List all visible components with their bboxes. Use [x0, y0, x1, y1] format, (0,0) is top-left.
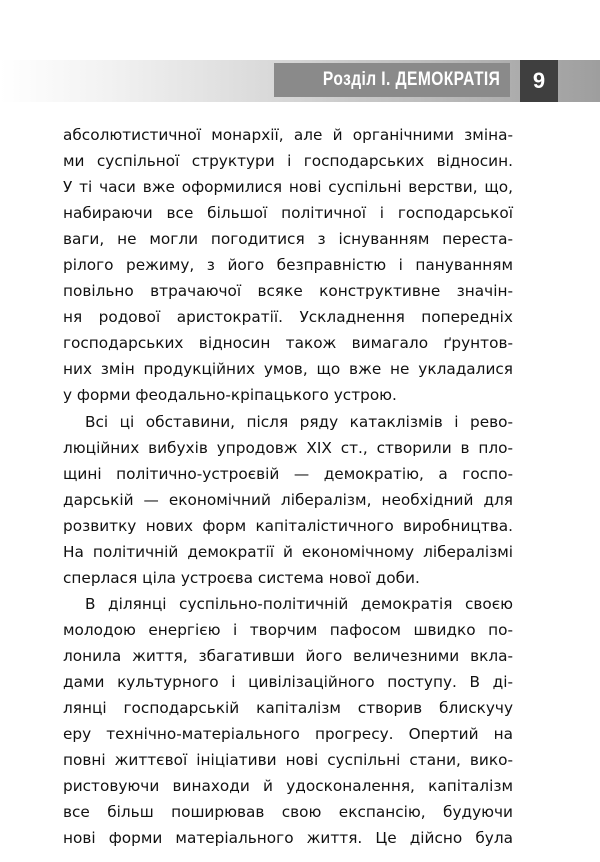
text-line: сперлася ціла устроєва система нової доби.: [63, 568, 420, 587]
text-line: На політичній демократії й економічному лібералізмі: [63, 542, 513, 561]
text-line: Всі ці обставини, після ряду катаклізмів і рево-: [85, 412, 513, 431]
text-line: У ті часи вже оформилися нові суспільні верстви, що,: [63, 178, 513, 197]
chapter-title: Розділ І. ДЕМОКРАТІЯ: [322, 69, 500, 90]
text-line: лонила життя, збагативши його величезними вкла-: [63, 646, 513, 665]
text-line: ми суспільної структури і господарських відносин.: [63, 152, 513, 171]
text-line: абсолютистичної монархії, але й органічними зміна-: [63, 126, 513, 144]
chapter-heading: [274, 63, 510, 97]
text-line: у форми феодально-кріпацького устрою.: [63, 386, 397, 405]
text-line: молодою енергією і творчим пафосом швидко по-: [63, 620, 513, 639]
text-line: лянці господарській капіталізм створив блискучу: [63, 699, 513, 718]
text-line: ваги, не могли погодитися з існуванням переста-: [63, 230, 513, 249]
text-line: розвитку нових форм капіталістичного виробництва.: [63, 516, 513, 535]
body-text: [63, 122, 513, 851]
text-line: ристовуючи винаходи й удосконалення, капіталізм: [63, 777, 513, 796]
text-line: набираючи все більшої політичної і господарської: [63, 204, 513, 223]
text-line: дарській — економічний лібералізм, необхідний для: [63, 490, 513, 509]
text-line: В ділянці суспільно-політичній демократія своєю: [85, 594, 513, 613]
text-line: люційних вибухів упродовж XIX ст., створили в пло-: [63, 438, 513, 457]
text-line: господарських відносин також вимагало ґрунтов-: [63, 334, 513, 353]
page-number: 9: [532, 68, 546, 93]
text-line: повільно втрачаючої всяке конструктивне значін-: [63, 282, 513, 301]
text-line: рілого режиму, з його безправністю і пануванням: [63, 256, 513, 275]
text-line: ня родової аристократії. Ускладнення попередніх: [63, 308, 513, 327]
text-line: них змін продукційних умов, що вже не укладалися: [63, 360, 513, 379]
text-line: все більш поширював свою експансію, будуючи: [63, 803, 513, 822]
text-line: щині політично-устроєвій — демократію, а госпо-: [63, 464, 513, 483]
text-line: повні життєвої ініціативи нові суспільні стани, вико-: [63, 751, 513, 770]
text-line: нові форми матеріального життя. Це дійсно була: [63, 829, 513, 848]
text-line: дами культурного і цивілізаційного поступу. В ді-: [63, 672, 513, 691]
page-number-box: [520, 60, 558, 102]
text-line: еру технічно-матеріального прогресу. Опертий на: [63, 725, 513, 744]
